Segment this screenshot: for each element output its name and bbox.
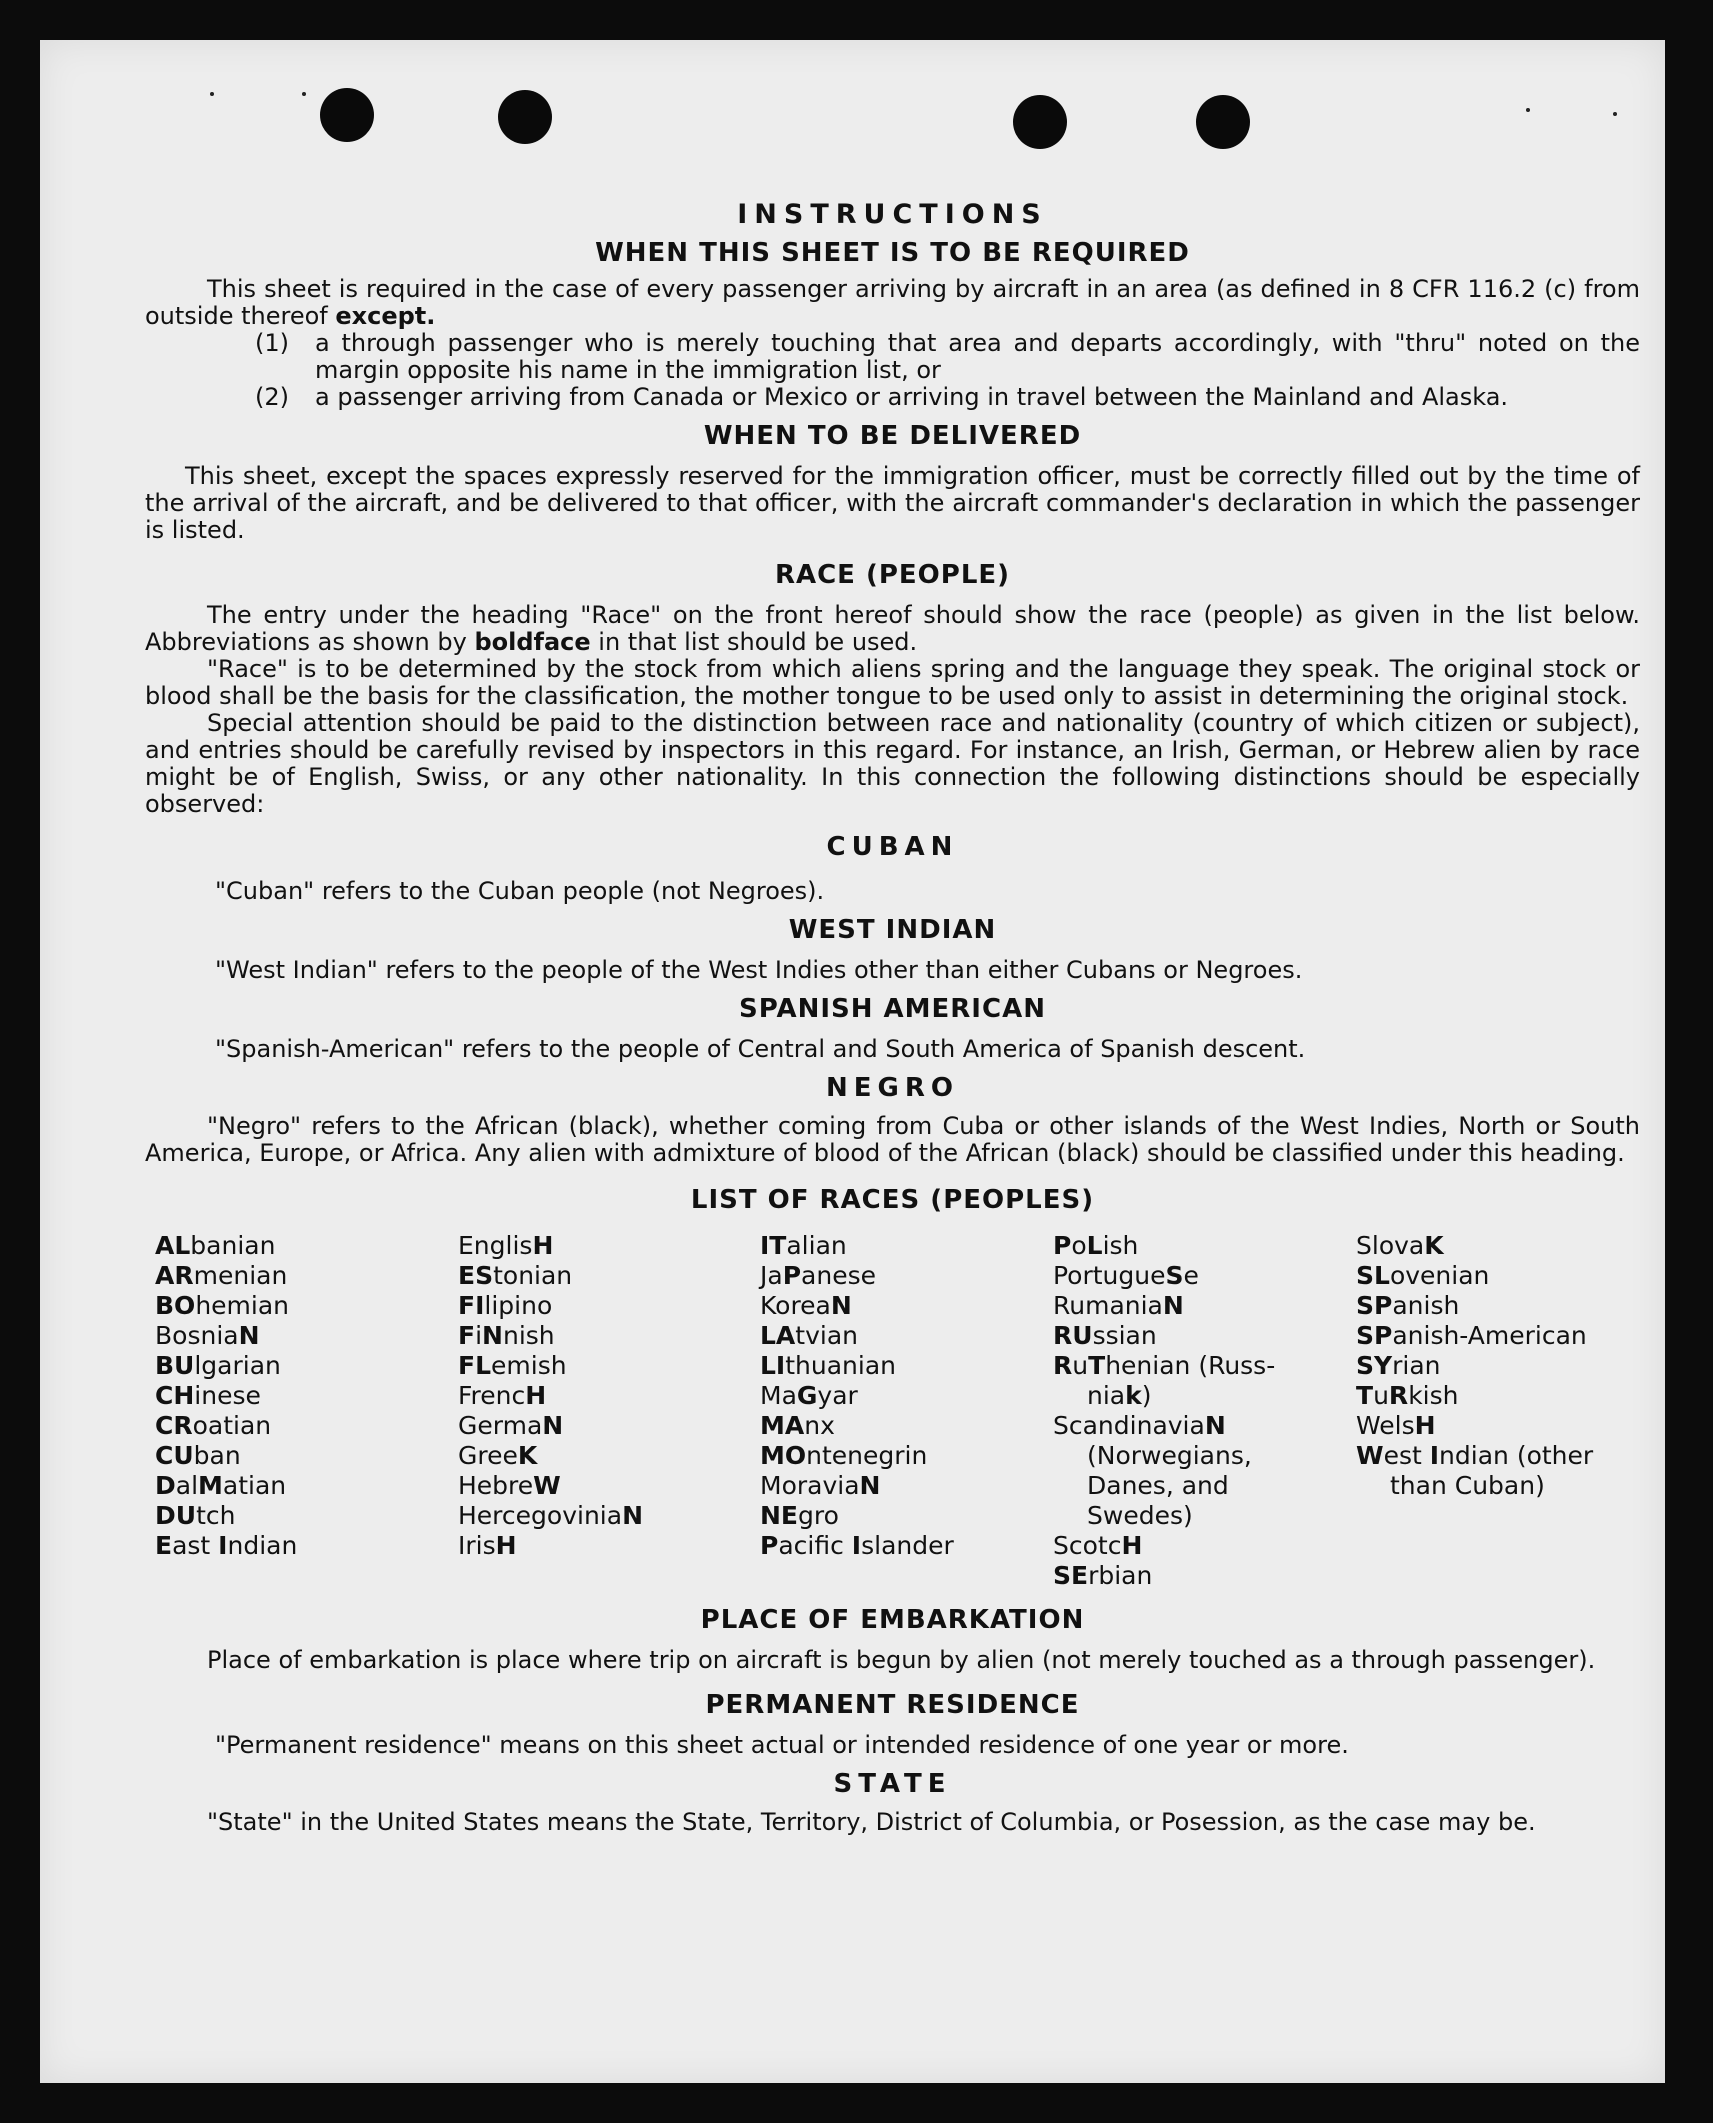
race-name-part: N [1204, 1411, 1226, 1440]
race-name-part: RU [1053, 1321, 1093, 1350]
race-name-part: K [1424, 1231, 1444, 1260]
race-name-part: Slova [1356, 1231, 1425, 1260]
race-list-item [458, 1531, 760, 1561]
race-list-item [760, 1231, 1053, 1261]
race-list-item [458, 1231, 760, 1261]
race-list-item [1053, 1231, 1356, 1261]
speck [1526, 108, 1530, 112]
race-list-item [1356, 1471, 1636, 1501]
race-name-part: ntenegrin [806, 1441, 928, 1470]
race-name-part: Danes, and [1087, 1471, 1229, 1500]
heading-when-required: WHEN THIS SHEET IS TO BE REQUIRED [595, 238, 1190, 268]
embarkation-text: Place of embarkation is place where trip on aircraft is begun by alien (not merely touched as a through passenger). [207, 1646, 1596, 1674]
race-name-part: R [1388, 1381, 1409, 1410]
race-name-part: ish [1102, 1231, 1139, 1260]
race-list-item [1356, 1381, 1636, 1411]
heading-when-delivered: WHEN TO BE DELIVERED [703, 421, 1082, 451]
race-list-item [760, 1501, 1053, 1531]
race-name-part: SY [1356, 1351, 1393, 1380]
race-name-part: tonian [493, 1261, 573, 1290]
punch-hole [320, 88, 374, 142]
race-list-item [760, 1321, 1053, 1351]
race-name-part: M [198, 1471, 223, 1500]
speck [1613, 112, 1617, 116]
race-list-item [155, 1321, 458, 1351]
race-name-part: Portugue [1053, 1261, 1166, 1290]
race-name-part: CH [155, 1381, 195, 1410]
race-name-part: H [532, 1231, 554, 1260]
race-name-part: est [1383, 1441, 1430, 1470]
race-list-item [1053, 1381, 1356, 1411]
race-name-part: ban [193, 1441, 241, 1470]
race-name-part: Ma [760, 1381, 797, 1410]
race-name-part: nish [502, 1321, 555, 1350]
race-name-part: nia [1087, 1381, 1126, 1410]
document-page [40, 40, 1665, 2083]
race-list-item [1053, 1291, 1356, 1321]
heading-cuban: CUBAN [826, 832, 959, 862]
race-name-part: ndian (other [1439, 1441, 1594, 1470]
race-column-5 [1356, 1231, 1636, 1591]
race-list-item [760, 1291, 1053, 1321]
race-name-part: tvian [795, 1321, 858, 1350]
race-name-part: al [175, 1471, 199, 1500]
race-list-item [1356, 1351, 1636, 1381]
heading-embarkation: PLACE OF EMBARKATION [700, 1605, 1085, 1635]
punch-hole [498, 90, 552, 144]
race-name-part: N [542, 1411, 564, 1440]
race-name-part: BU [155, 1351, 195, 1380]
race-name-part: slander [861, 1531, 954, 1560]
race-name-part: AR [155, 1261, 194, 1290]
heading-negro: NEGRO [826, 1073, 959, 1103]
race-name-part: Korea [760, 1291, 831, 1320]
race-name-part: lgarian [194, 1351, 281, 1380]
race-name-part: oatian [192, 1411, 272, 1440]
race-name-part: SL [1356, 1261, 1390, 1290]
race-list-item [458, 1501, 760, 1531]
race-name-part: CU [155, 1441, 194, 1470]
race-name-part: u [1373, 1381, 1389, 1410]
race-name-part: lipino [484, 1291, 553, 1320]
race-name-part: DU [155, 1501, 197, 1530]
race-name-part: N [1162, 1291, 1184, 1320]
race-name-part: i [475, 1321, 483, 1350]
race-name-part: CR [155, 1411, 193, 1440]
race-name-part: LA [760, 1321, 796, 1350]
race-name-part: H [1121, 1531, 1143, 1560]
race-name-part: H [1414, 1411, 1436, 1440]
race-list-item [155, 1501, 458, 1531]
race-list-item [760, 1351, 1053, 1381]
race-name-part: kish [1408, 1381, 1459, 1410]
race-name-part: I [1429, 1441, 1440, 1470]
race-list-item [1356, 1291, 1636, 1321]
race-column-3 [760, 1231, 1053, 1591]
race-list-item [1053, 1321, 1356, 1351]
race-name-part: rbian [1088, 1561, 1153, 1590]
residence-text: "Permanent residence" means on this sheet actual or intended residence of one year or more. [215, 1731, 1349, 1759]
race-name-part: IT [760, 1231, 787, 1260]
race-name-part: P [782, 1261, 802, 1290]
race-list-item [1053, 1501, 1356, 1531]
race-name-part: Germa [458, 1411, 543, 1440]
race-name-part: anese [801, 1261, 876, 1290]
instructions-content [145, 198, 1640, 1836]
punch-hole [1013, 95, 1067, 149]
race-list-item [760, 1261, 1053, 1291]
race-name-part: I [851, 1531, 862, 1560]
race-name-part: NE [760, 1501, 799, 1530]
race-name-part: anish-American [1392, 1321, 1587, 1350]
race-name-part: R [1053, 1351, 1073, 1380]
speck [210, 92, 214, 96]
race-name-part: I [218, 1531, 228, 1560]
race-name-part: P [760, 1531, 779, 1560]
race-name-part: Hercegovinia [458, 1501, 623, 1530]
race-name-part: W [533, 1471, 561, 1500]
race-name-part: L [1086, 1231, 1103, 1260]
race-name-part: P [1053, 1231, 1072, 1260]
race-name-part: LI [760, 1351, 786, 1380]
spanish-american-text: "Spanish-American" refers to the people of Central and South America of Spanish descent. [215, 1035, 1306, 1063]
race-name-part: hemian [195, 1291, 290, 1320]
race-list-item [155, 1231, 458, 1261]
race-name-part: FL [458, 1351, 492, 1380]
race-list-item [760, 1471, 1053, 1501]
race-name-part: E [155, 1531, 173, 1560]
race-list-item [155, 1261, 458, 1291]
race-name-part: T [1088, 1351, 1106, 1380]
race-list-item [1053, 1561, 1356, 1591]
race-name-part: u [1072, 1351, 1089, 1380]
race-paragraph-2: "Race" is to be determined by the stock from which aliens spring and the language they speak. The original stock or blood shall be the basis for the classification, the mother tongue to be used only to assist in determining the original stock. [145, 655, 1640, 710]
race-list-item [760, 1531, 1053, 1561]
speck [302, 92, 306, 96]
race-name-part: AL [155, 1231, 191, 1260]
race-list-item [1356, 1321, 1636, 1351]
race-name-part: T [1356, 1381, 1374, 1410]
race-name-part: Englis [458, 1231, 533, 1260]
race-name-part: S [1165, 1261, 1184, 1290]
race-list-item [1053, 1411, 1356, 1441]
race-list-item [458, 1471, 760, 1501]
race-list-item [1356, 1261, 1636, 1291]
race-list-item [155, 1441, 458, 1471]
heading-spanish-american: SPANISH AMERICAN [739, 994, 1046, 1024]
west-indian-text: "West Indian" refers to the people of the West Indies other than either Cubans or Negroes. [215, 956, 1303, 984]
race-name-part: FI [458, 1291, 485, 1320]
cuban-text: "Cuban" refers to the Cuban people (not Negroes). [215, 877, 825, 905]
race-name-part: Hebre [458, 1471, 534, 1500]
race-name-part: ssian [1092, 1321, 1157, 1350]
race-paragraph-3: Special attention should be paid to the distinction between race and nationality (country of which citizen or subject), and entries should be carefully revised by inspectors in this regard. For instance, an Irish, German, or Hebrew alien by race might be of English, Swiss, or any other nationality. In this connection the following distinctions should be especially observed: [145, 709, 1640, 818]
race-name-part: gro [798, 1501, 839, 1530]
race-list-item [155, 1531, 458, 1561]
race-list-item [155, 1411, 458, 1441]
race-name-part: SP [1356, 1291, 1393, 1320]
race-paragraph-1: The entry under the heading "Race" on the front hereof should show the race (people) as given in the list below. Abbreviations as shown by boldface in that list should be used. [145, 601, 1640, 656]
punch-hole [1196, 95, 1250, 149]
race-name-part: ovenian [1389, 1261, 1490, 1290]
race-name-part: N [482, 1321, 503, 1350]
race-list [155, 1231, 1640, 1591]
race-name-part: anish [1392, 1291, 1460, 1320]
race-list-item [458, 1441, 760, 1471]
race-list-item [1053, 1261, 1356, 1291]
race-name-part: SP [1356, 1321, 1393, 1350]
race-name-part: N [830, 1291, 852, 1320]
race-name-part: MA [760, 1411, 805, 1440]
race-list-item [1356, 1411, 1636, 1441]
race-name-part: W [1356, 1441, 1384, 1470]
race-name-part: o [1071, 1231, 1087, 1260]
race-name-part: H [525, 1381, 547, 1410]
race-name-part: banian [190, 1231, 276, 1260]
race-name-part: SE [1053, 1561, 1089, 1590]
race-name-part: Moravia [760, 1471, 860, 1500]
race-list-item [760, 1381, 1053, 1411]
race-name-part: nx [804, 1411, 835, 1440]
race-name-part: Wels [1356, 1411, 1415, 1440]
race-name-part: H [495, 1531, 517, 1560]
required-item-2: (2) a passenger arriving from Canada or Mexico or arriving in travel between the Mainland and Alaska. [255, 383, 1509, 411]
race-column-4 [1053, 1231, 1356, 1591]
race-name-part: Frenc [458, 1381, 526, 1410]
race-name-part: atian [222, 1471, 287, 1500]
race-list-item [155, 1291, 458, 1321]
required-intro: This sheet is required in the case of every passenger arriving by aircraft in an area (as defined in 8 CFR 116.2 (c) from outside thereof except. [145, 275, 1640, 330]
race-list-item [458, 1411, 760, 1441]
race-list-item [155, 1471, 458, 1501]
race-list-item [1053, 1441, 1356, 1471]
race-name-part: e [1183, 1261, 1199, 1290]
race-name-part: than Cuban) [1390, 1471, 1545, 1500]
race-name-part: ES [458, 1261, 494, 1290]
race-name-part: BO [155, 1291, 196, 1320]
race-list-item [1053, 1531, 1356, 1561]
race-name-part: Gree [458, 1441, 518, 1470]
race-name-part: thuanian [785, 1351, 897, 1380]
race-list-item [458, 1351, 760, 1381]
race-name-part: Ja [760, 1261, 783, 1290]
race-list-item [155, 1381, 458, 1411]
race-name-part: (Norwegians, [1087, 1441, 1252, 1470]
race-name-part: menian [193, 1261, 288, 1290]
heading-state: STATE [833, 1769, 952, 1799]
negro-text: "Negro" refers to the African (black), whether coming from Cuba or other islands of the West Indies, North or South America, Europe, or Africa. Any alien with admixture of blood of the African (black) should be classified under this heading. [145, 1112, 1640, 1167]
race-list-item [760, 1411, 1053, 1441]
race-list-item [1053, 1351, 1356, 1381]
race-column-2 [458, 1231, 760, 1591]
race-name-part: K [517, 1441, 538, 1470]
race-name-part: ) [1141, 1381, 1152, 1410]
race-list-item [1356, 1231, 1636, 1261]
race-list-item [760, 1441, 1053, 1471]
race-name-part: k [1125, 1381, 1142, 1410]
race-name-part: acific [778, 1531, 852, 1560]
race-list-item [1356, 1441, 1636, 1471]
race-column-1 [155, 1231, 458, 1591]
race-name-part: Rumania [1053, 1291, 1163, 1320]
race-name-part: Iris [458, 1531, 496, 1560]
page-title: INSTRUCTIONS [737, 199, 1048, 230]
heading-list-of-races: LIST OF RACES (PEOPLES) [690, 1185, 1095, 1215]
race-name-part: N [622, 1501, 643, 1530]
race-name-part: tch [196, 1501, 236, 1530]
race-name-part: ast [172, 1531, 219, 1560]
heading-race: RACE (PEOPLE) [774, 560, 1011, 590]
race-name-part: yar [817, 1381, 858, 1410]
race-name-part: N [238, 1321, 260, 1350]
race-list-item [458, 1291, 760, 1321]
race-name-part: Scotc [1053, 1531, 1122, 1560]
race-list-item [458, 1261, 760, 1291]
race-name-part: D [155, 1471, 176, 1500]
race-name-part: inese [194, 1381, 261, 1410]
race-name-part: N [859, 1471, 881, 1500]
delivered-text: This sheet, except the spaces expressly reserved for the immigration officer, must be correctly filled out by the time of the arrival of the aircraft, and be delivered to that officer, with the aircraft commander's declaration in which the passenger is listed. [145, 462, 1640, 544]
race-name-part: Scandinavia [1053, 1411, 1205, 1440]
race-name-part: G [796, 1381, 818, 1410]
race-list-item [1053, 1471, 1356, 1501]
race-list-item [458, 1321, 760, 1351]
race-name-part: F [458, 1321, 476, 1350]
race-list-item [155, 1351, 458, 1381]
race-name-part: ndian [227, 1531, 298, 1560]
race-name-part: emish [491, 1351, 567, 1380]
race-name-part: Bosnia [155, 1321, 239, 1350]
state-text: "State" in the United States means the State, Territory, District of Columbia, or Posession, as the case may be. [207, 1808, 1536, 1836]
heading-permanent-residence: PERMANENT RESIDENCE [705, 1690, 1080, 1720]
race-name-part: MO [760, 1441, 807, 1470]
race-name-part: rian [1392, 1351, 1441, 1380]
race-list-item [458, 1381, 760, 1411]
required-item-1: (1) a through passenger who is merely touching that area and departs accordingly, with "thru" noted on the margin opposite his name in the immigration list, or [255, 329, 1640, 384]
race-name-part: henian (Russ- [1105, 1351, 1276, 1380]
race-name-part: Swedes) [1087, 1501, 1193, 1530]
race-name-part: alian [786, 1231, 847, 1260]
heading-west-indian: WEST INDIAN [788, 915, 997, 945]
